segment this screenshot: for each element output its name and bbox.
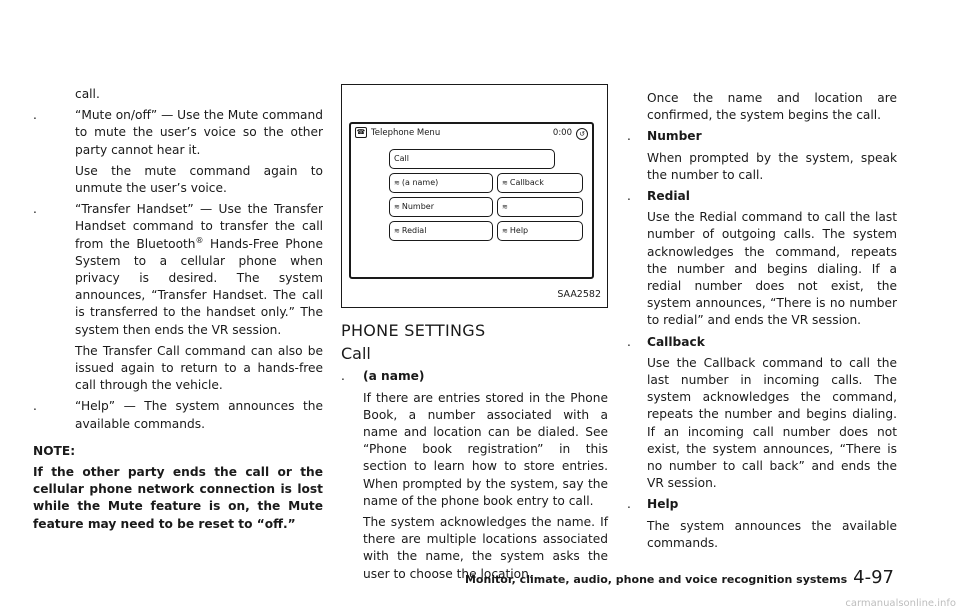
number-paragraph: When prompted by the system, speak the number to call. (647, 150, 897, 182)
left-column (33, 86, 323, 537)
voice-icon: ≋ (502, 203, 508, 211)
footer-section-title: Monitor, climate, audio, phone and voice recognition systems (464, 573, 848, 586)
a-name-paragraph: If there are entries stored in the Phone Book, a number associated with a name and location can be dialed. See “Phone book registration” in this section to learn how to store entries. When prompted by the system, say the name of the phone book entry to call. (363, 390, 608, 508)
callback-button: ≋ Callback (497, 173, 583, 193)
voice-icon: ≋ (502, 227, 508, 235)
screen-title-bar (355, 127, 588, 140)
voice-icon: ≋ (394, 179, 400, 187)
middle-column (341, 84, 608, 587)
return-icon: ↺ (576, 128, 588, 140)
telephone-menu-screen (349, 122, 594, 279)
transfer-paragraph: The Transfer Call command can also be issued again to return to a hands-free call through the vehicle. (75, 343, 323, 393)
bullet-redial: . Redial (627, 189, 690, 204)
registered-mark: ® (195, 235, 204, 245)
bullet-number: . Number (627, 129, 702, 144)
voice-icon: ≋ (502, 179, 508, 187)
voice-icon: ≋ (394, 227, 400, 235)
screen-title: Telephone Menu (371, 128, 441, 138)
a-name-paragraph-2: The system acknowledges the name. If there are multiple locations associated with the name, the system asks the user to choose the location. (363, 515, 608, 581)
callback-paragraph: Use the Callback command to call the last number in incoming calls. The system acknowledges the command, repeats the number and begins dialing. If an incoming call number does not exist, the system announces, “There is no number to call back” and ends the VR session. (647, 355, 897, 491)
call-button: Call (389, 149, 555, 169)
help-paragraph: The system announces the available commands. (647, 518, 897, 550)
redial-paragraph: Use the Redial command to call the last number of outgoing calls. The system acknowledges the command, repeats the number and begins dialing. If a redial number does not exist, the system announces, “There is no number to redial” and ends the VR session. (647, 210, 897, 328)
call-timer: 0:00 (552, 128, 572, 138)
number-button: ≋ Number (389, 197, 493, 217)
redial-button: ≋ Redial (389, 221, 493, 241)
bullet-help: . “Help” — The system announces the available commands. (33, 399, 323, 431)
mute-paragraph: Use the mute command again to unmute the user’s voice. (75, 163, 323, 196)
bullet-callback: . Callback (627, 334, 705, 349)
blank-voice-button (497, 197, 583, 217)
help-button: ≋ Help (497, 221, 583, 241)
right-column (627, 90, 897, 556)
subsection-heading: Call (341, 344, 371, 364)
section-heading: PHONE SETTINGS (341, 321, 486, 340)
note-heading: NOTE: (33, 443, 76, 458)
phone-icon: ☎ (356, 128, 366, 136)
note-body: If the other party ends the call or the cellular phone network connection is lost while the Mute feature is on, the Mute feature may need to be reset to “off.” (33, 465, 323, 531)
bullet-transfer-handset: . “Transfer Handset” — Use the Transfer Handset command to transfer the call from the Bluetooth® Hands-Free Phone System to a cellular phone when privacy is desired. The system announces, “Transfer Handset. The call is transferred to the handset only.” The system then ends the VR session. (33, 202, 324, 337)
figure-label: SAA2582 (557, 288, 601, 300)
voice-icon: ≋ (394, 203, 400, 211)
page-footer (465, 567, 894, 588)
continued-paragraph: Once the name and location are confirmed, the system begins the call. (647, 91, 897, 123)
a-name-button: ≋ (a name) (389, 173, 493, 193)
page-number: 4-97 (853, 567, 894, 588)
telephone-menu-figure (341, 84, 608, 308)
bullet-mute: . “Mute on/off” — Use the Mute command to mute the user’s voice so the other party cannot hear it. (33, 108, 323, 157)
watermark: carmanualsonline.info (845, 598, 956, 609)
bullet-help: . Help (627, 497, 679, 512)
bullet-a-name: . (a name) (341, 369, 425, 384)
continued-text: call. (75, 87, 100, 101)
